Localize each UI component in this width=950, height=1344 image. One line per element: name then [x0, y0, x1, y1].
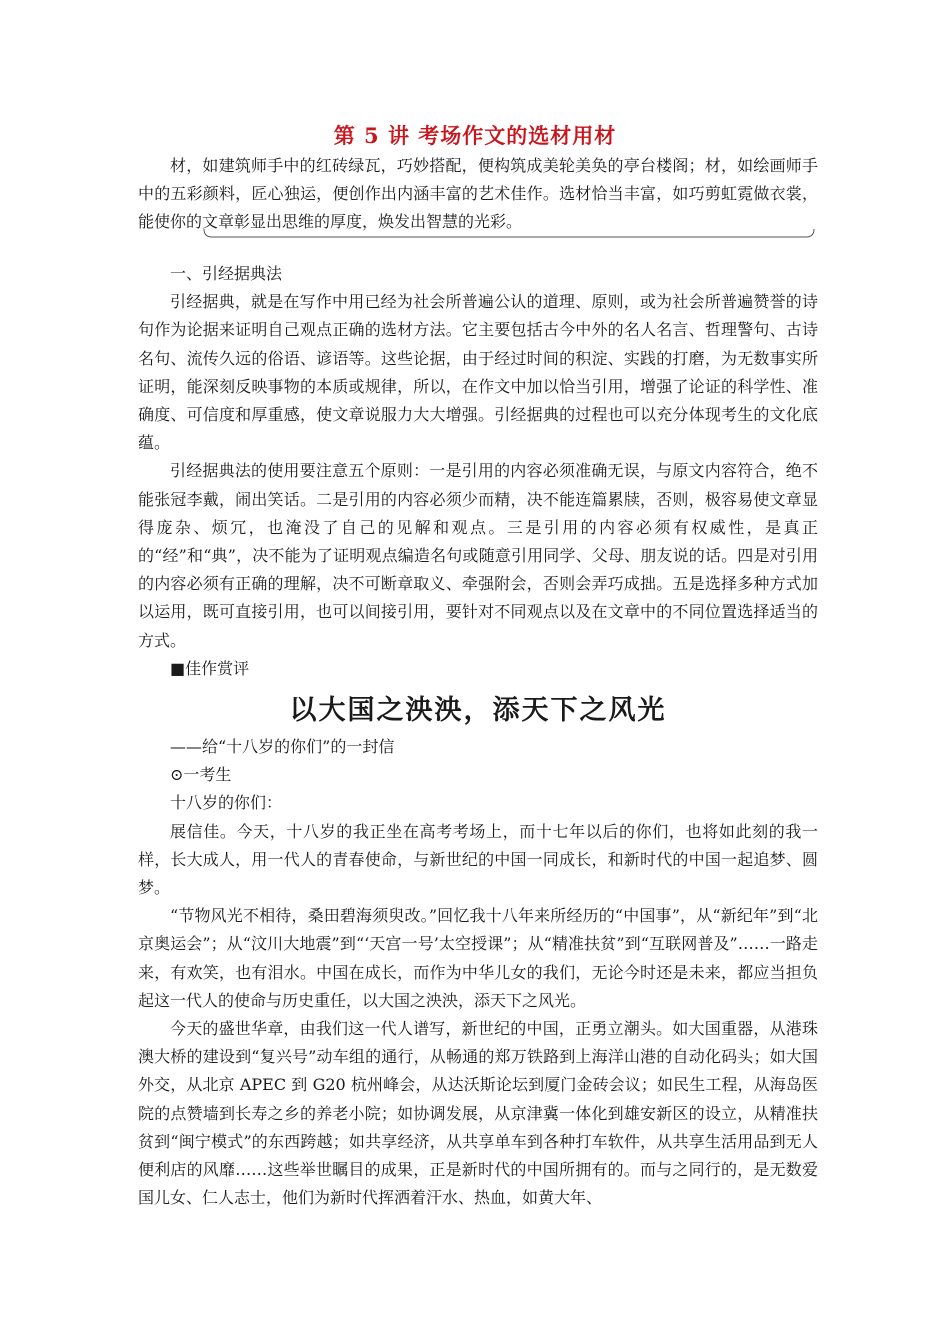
appreciation-label: ■佳作赏评	[170, 658, 250, 678]
intro-bracket-divider	[203, 228, 815, 242]
body-paragraph: 引经据典法的使用要注意五个原则：一是引用的内容必须准确无误，与原文内容符合，绝不能张冠李戴，闹出笑话。二是引用的内容必须少而精，决不能连篇累牍，否则，极容易使文章显得庞杂、烦冗，也淹没了自己的见解和观点。三是引用的内容必须有权威性，是真正的“经”和“典”，决不能为了证明观点编造名句或随意引用同学、父母、朋友说的话。四是对引用的内容必须有正确的理解，决不可断章取义、牵强附会，否则会弄巧成拙。五是选择多种方式加以运用，既可直接引用，也可以间接引用，要针对不同观点以及在文章中的不同位置选择适当的方式。	[138, 461, 818, 650]
essay-paragraph: “节物风光不相待，桑田碧海须臾改。”回忆我十八年来所经历的“中国事”，从“新纪年”到“北京奥运会”；从“汶川大地震”到“‘天宫一号’太空授课”；从“精准扶贫”到“互联网普及”……一路走来，有欢笑，也有泪水。中国在成长，而作为中华儿女的我们，无论今时还是未来，都应当担负起这一代人的使命与历史重任，以大国之泱泱，添天下之风光。	[138, 906, 818, 1010]
essay-paragraph: 展信佳。今天，十八岁的我正坐在高考考场上，而十七年以后的你们，也将如此刻的我一样，长大成人，用一代人的青春使命，与新世纪的中国一同成长，和新时代的中国一起追梦、圆梦。	[138, 821, 818, 898]
main-content	[138, 260, 818, 1213]
essay-title: 以大国之泱泱，添天下之风光	[289, 695, 667, 727]
section-heading: 一、引经据典法	[170, 264, 283, 283]
body-paragraph: 引经据典，就是在写作中用已经为社会所普遍公认的道理、原则，或为社会所普遍赞誉的诗句作为论据来证明自己观点正确的选材方法。它主要包括古今中外的名人名言、哲理警句、古诗名句、流传久远的俗语、谚语等。这些论据，由于经过时间的积淀、实践的打磨，为无数事实所证明，能深刻反映事物的本质或规律，所以，在作文中加以恰当引用，增强了论证的科学性、准确度、可信度和厚重感，使文章说服力大大增强。引经据典的过程也可以充分体现考生的文化底蕴。	[138, 292, 818, 453]
letter-salutation: 十八岁的你们：	[170, 793, 283, 813]
lesson-title: 第 5 讲 考场作文的选材用材	[333, 123, 617, 148]
essay-author: ⊙一考生	[170, 765, 232, 785]
essay-paragraph: 今天的盛世华章，由我们这一代人谱写，新世纪的中国，正勇立潮头。如大国重器，从港珠澳大桥的建设到“复兴号”动车组的通行，从畅通的郑万铁路到上海洋山港的自动化码头；如大国外交，从北京 APEC 到 G20 杭州峰会，从达沃斯论坛到厦门金砖会议；如民生工程，从海岛医院的点赞墙到长寿之乡的养老小院；如协调发展，从京津冀一体化到雄安新区的设立，从精准扶贫到“闽宁模式”的东西跨越；如共享经济，从共享单车到各种打车软件，从共享生活用品到无人便利店的风靡……这些举世瞩目的成果，正是新时代的中国所拥有的。而与之同行的，是无数爱国儿女、仁人志士，他们为新时代挥洒着汗水、热血，如黄大年、	[138, 1019, 818, 1208]
essay-subtitle: ——给“十八岁的你们”的一封信	[170, 737, 395, 757]
intro-paragraph: 材，如建筑师手中的红砖绿瓦，巧妙搭配，便构筑成美轮美奂的亭台楼阁；材，如绘画师手中的五彩颜料，匠心独运，便创作出内涵丰富的艺术佳作。选材恰当丰富，如巧剪虹霓做衣裳，能使你的文章彰显出思维的厚度，焕发出智慧的光彩。	[138, 156, 818, 231]
